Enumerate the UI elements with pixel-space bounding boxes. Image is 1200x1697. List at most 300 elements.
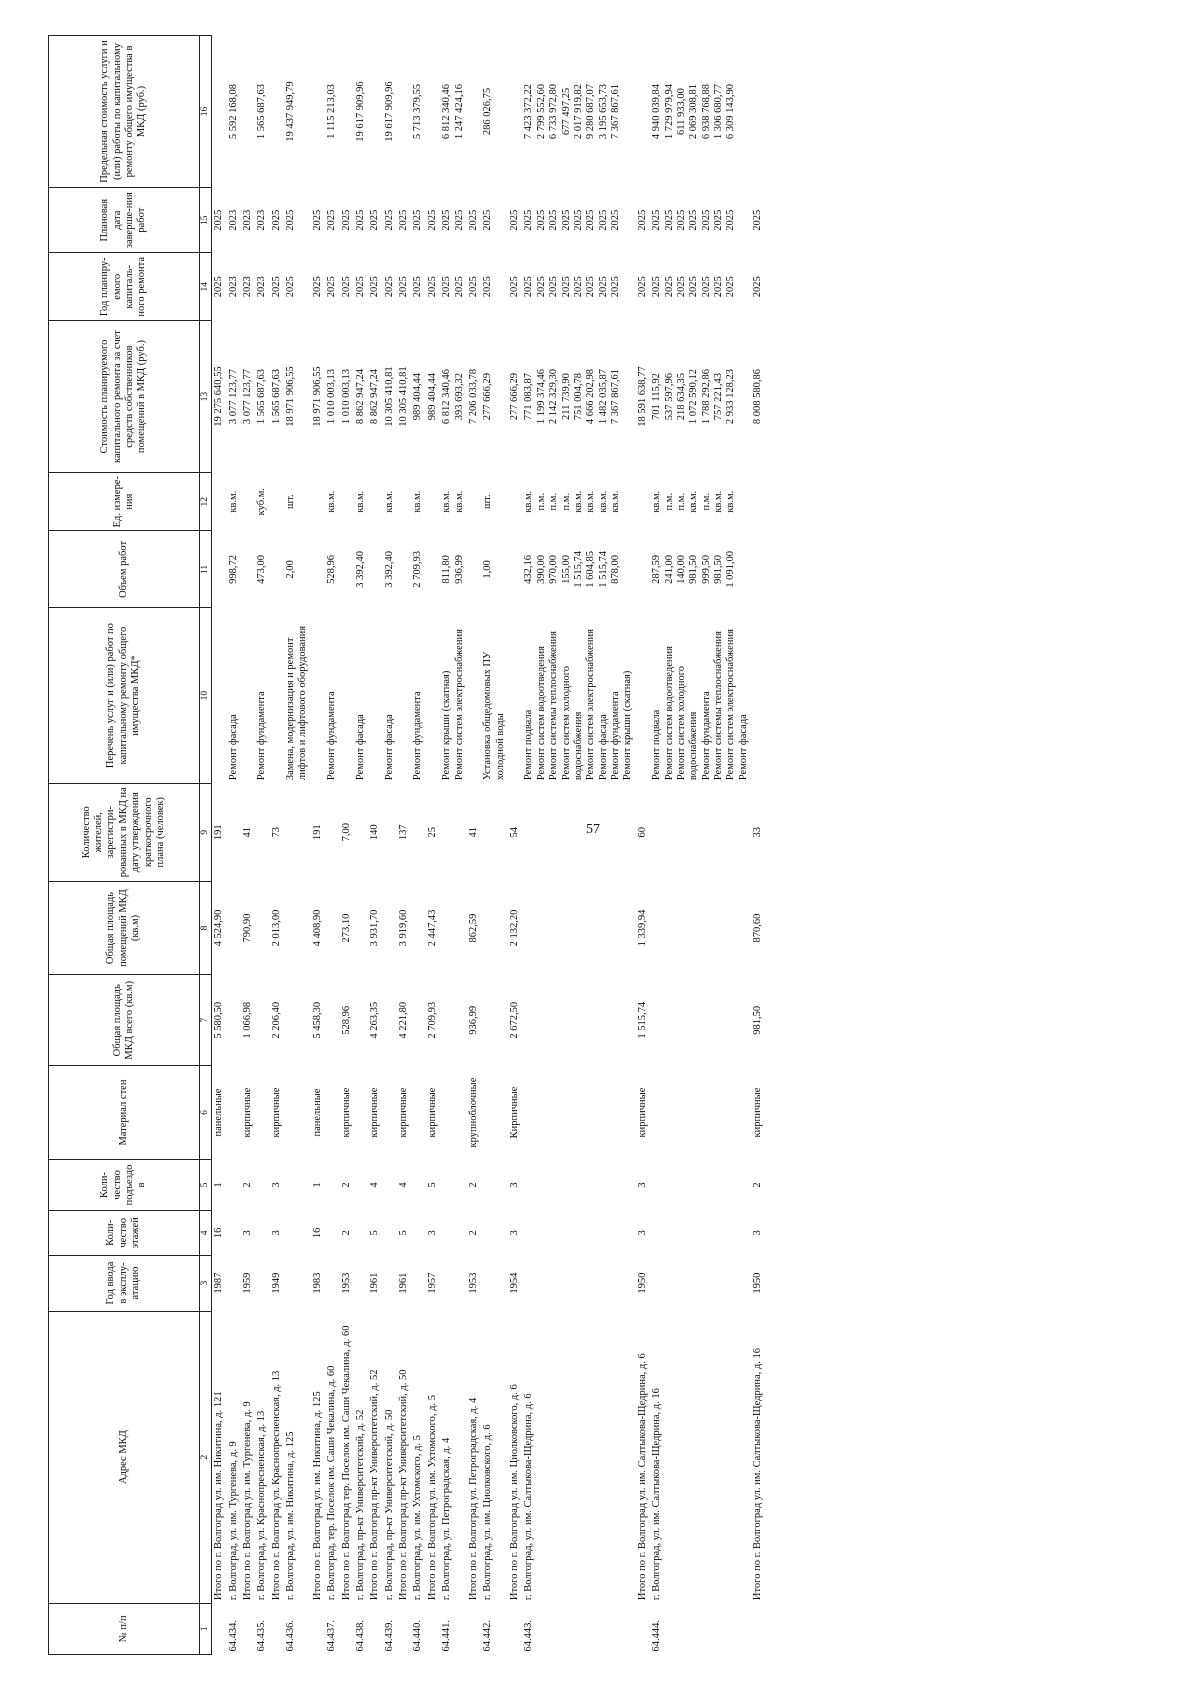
cell-line: 677 497,25	[560, 87, 572, 136]
cell-col-10	[481, 608, 508, 783]
cell-line: 7 423 372,22	[523, 83, 535, 140]
cell-col-3	[522, 1255, 635, 1311]
column-header-2: Адрес МКД	[49, 1311, 200, 1603]
cell-col-5	[284, 1159, 311, 1210]
cell-col-8: 273,10	[340, 913, 352, 943]
cell-line: п.м.	[535, 492, 547, 511]
cell-col-8	[354, 881, 368, 974]
cell-line: 2025	[354, 209, 366, 231]
cell-col-14	[284, 253, 311, 321]
cell-line: Итого по г. Волгоград ул. им. Циолковского, д. 6	[509, 1384, 521, 1601]
cell-col-14	[368, 253, 382, 321]
table-row-object	[650, 36, 751, 1655]
cell-col-9	[383, 783, 397, 881]
cell-col-4: 5	[398, 1230, 410, 1236]
cell-col-16	[383, 36, 397, 188]
cell-col-3: 1953	[467, 1272, 479, 1294]
cell-line: 1 306 680,77	[713, 83, 725, 140]
table-row-object	[284, 36, 311, 1655]
cell-line: 999,50	[700, 554, 712, 584]
cell-col-16	[212, 36, 227, 188]
table-row-object	[383, 36, 397, 1655]
cell-line: 878,00	[610, 554, 622, 584]
column-number-5: 5	[200, 1159, 212, 1210]
cell-line: 2025	[441, 276, 453, 298]
cell-col-16	[354, 36, 368, 188]
cell-col-5	[522, 1159, 635, 1210]
cell-col-8: 2 447,43	[426, 909, 438, 947]
cell-line: Итого по г. Волгоград ул. им. Никитина, д. 121	[213, 1391, 225, 1601]
cell-col-15	[636, 187, 650, 252]
column-header-12: Ед. измере-ния	[49, 472, 200, 530]
cell-col-6	[227, 1066, 241, 1159]
cell-line: 528,96	[326, 554, 338, 584]
cell-col-2	[227, 1311, 241, 1603]
table-row-object	[411, 36, 425, 1655]
column-header-5: Коли-чество подъездо в	[49, 1159, 200, 1210]
cell-col-9	[650, 783, 751, 881]
cell-line: 3 195 653,73	[597, 83, 609, 140]
cell-line: Итого по г. Волгоград ул. Петроградская, д. 4	[467, 1397, 479, 1601]
cell-col-13	[397, 321, 411, 473]
cell-line: Ремонт подвала	[523, 709, 535, 781]
table-row-object	[325, 36, 339, 1655]
cell-col-13	[522, 321, 635, 473]
cell-col-4	[227, 1211, 241, 1255]
cell-line: 211 739,90	[560, 373, 572, 420]
cell-col-11	[270, 531, 284, 608]
cell-col-8: 1 339,94	[636, 909, 648, 947]
column-number-7: 7	[200, 975, 212, 1066]
cell-col-5: 1	[311, 1182, 323, 1188]
table-header	[49, 36, 212, 1655]
cell-col-14	[650, 253, 751, 321]
cell-line: 1 010 003,13	[326, 369, 338, 425]
cell-col-3: 1961	[369, 1272, 381, 1294]
cell-col-16	[325, 36, 339, 188]
cell-col-4: 16	[213, 1227, 225, 1239]
cell-col-5	[227, 1159, 241, 1210]
cell-col-9	[522, 783, 635, 881]
cell-col-9: 41	[241, 826, 253, 838]
cell-col-13	[354, 321, 368, 473]
cell-line: Ремонт фасада	[354, 714, 366, 781]
cell-col-6: панельные	[311, 1088, 323, 1137]
cell-col-2	[440, 1311, 467, 1603]
cell-col-16	[311, 36, 325, 188]
cell-col-15	[508, 187, 522, 252]
cell-col-5: 1	[213, 1182, 225, 1188]
table-row-object	[227, 36, 241, 1655]
cell-col-14	[340, 253, 354, 321]
cell-line: 2 142 329,30	[548, 369, 560, 425]
cell-col-11	[426, 531, 440, 608]
cell-col-12	[751, 472, 765, 530]
cell-col-16	[241, 36, 255, 188]
cell-col-16	[481, 36, 508, 188]
cell-line: Итого по г. Волгоград ул. им. Ухтомского, д. 5	[426, 1395, 438, 1601]
cell-line: кв.м.	[326, 490, 338, 513]
cell-col-6	[481, 1066, 508, 1159]
cell-line: 2025	[675, 209, 687, 231]
cell-line: 2025	[725, 209, 737, 231]
cell-col-11	[397, 531, 411, 608]
cell-line: Ремонт систем холодного водоснабжения	[560, 665, 584, 781]
cell-col-12	[383, 472, 397, 530]
cell-line: 2 017 919,82	[572, 83, 584, 140]
cell-col-1	[368, 1603, 382, 1654]
cell-line: Ремонт крыши (скатная)	[441, 670, 453, 781]
column-header-10: Перечень услуг и (или) работ по капитальному ремонту общего имущества МКД*	[49, 608, 200, 783]
cell-col-2	[636, 1311, 650, 1603]
cell-line: Итого по г. Волгоград пр-кт Университетский, д. 50	[398, 1369, 410, 1601]
cell-col-3: 1983	[311, 1272, 323, 1294]
cell-col-1: 64.436.	[285, 1620, 297, 1652]
cell-col-16	[397, 36, 411, 188]
cell-col-8	[255, 881, 269, 974]
cell-col-11	[522, 531, 635, 608]
table-row-total	[270, 36, 284, 1655]
cell-line: Ремонт систем электроснабжения	[585, 629, 597, 781]
cell-col-1: 64.434.	[227, 1620, 239, 1652]
cell-col-3: 1959	[241, 1272, 253, 1294]
cell-line: 432,16	[523, 554, 535, 584]
cell-line: Ремонт фасада	[383, 714, 395, 781]
cell-col-9: 137	[398, 824, 410, 841]
cell-line: 6 938 768,88	[700, 83, 712, 140]
cell-col-10	[522, 608, 635, 783]
cell-col-10	[354, 608, 368, 783]
cell-line: 2025	[213, 209, 225, 231]
column-number-16: 16	[200, 36, 212, 188]
cell-line: Ремонт фундамента	[412, 691, 424, 781]
cell-line: 2 799 552,60	[535, 83, 547, 140]
cell-col-3	[325, 1255, 339, 1311]
cell-col-16	[440, 36, 467, 188]
cell-col-9: 191	[213, 824, 225, 841]
cell-line: п.м.	[548, 492, 560, 511]
cell-col-1: 64.444.	[651, 1620, 663, 1652]
cell-col-12	[354, 472, 368, 530]
cell-col-11	[227, 531, 241, 608]
cell-col-14	[751, 253, 765, 321]
cell-col-7: 528,96	[340, 1005, 352, 1035]
cell-col-10	[311, 608, 325, 783]
cell-col-4: 2	[340, 1230, 352, 1236]
cell-col-12	[270, 472, 284, 530]
cell-col-2	[411, 1311, 425, 1603]
cell-col-7	[383, 975, 397, 1066]
cell-col-2	[241, 1311, 255, 1603]
cell-col-6	[383, 1066, 397, 1159]
cell-col-10	[270, 608, 284, 783]
cell-col-16	[270, 36, 284, 188]
cell-col-3: 1954	[509, 1272, 521, 1294]
cell-col-4	[440, 1211, 467, 1255]
cell-col-8	[481, 881, 508, 974]
cell-col-14	[325, 253, 339, 321]
cell-col-4	[522, 1211, 635, 1255]
cell-col-16	[284, 36, 311, 188]
cell-col-13	[383, 321, 397, 473]
cell-col-10	[227, 608, 241, 783]
cell-col-5	[325, 1159, 339, 1210]
cell-line: г. Волгоград, ул. им. Салтыкова-Щедрина, д. 6	[523, 1393, 535, 1601]
cell-line: 2025	[597, 209, 609, 231]
cell-line: 2023	[256, 276, 268, 298]
cell-col-2	[340, 1311, 354, 1603]
cell-col-10	[284, 608, 311, 783]
cell-col-10	[508, 608, 522, 783]
cell-line: г. Волгоград, пр-кт Университетский, д. 52	[354, 1409, 366, 1601]
cell-line: 2025	[548, 276, 560, 298]
cell-line: 998,72	[227, 554, 239, 584]
cell-line: 1 565 687,63	[256, 83, 268, 140]
cell-col-4: 3	[509, 1230, 521, 1236]
cell-col-9	[227, 783, 241, 881]
cell-col-4	[481, 1211, 508, 1255]
cell-col-6	[255, 1066, 269, 1159]
cell-col-5: 5	[426, 1182, 438, 1188]
cell-line: кв.м.	[227, 490, 239, 513]
table-row-total	[340, 36, 354, 1655]
cell-line: 4 666 202,98	[585, 369, 597, 425]
cell-col-14	[440, 253, 467, 321]
cell-col-15	[270, 187, 284, 252]
cell-col-1	[467, 1603, 481, 1654]
cell-col-13	[411, 321, 425, 473]
cell-col-5	[481, 1159, 508, 1210]
cell-col-11	[368, 531, 382, 608]
table-row-total	[508, 36, 522, 1655]
cell-col-4: 3	[426, 1230, 438, 1236]
cell-col-6: кирпичные	[270, 1087, 282, 1138]
cell-line: Итого по г. Волгоград ул. Краснопресненская, д. 13	[270, 1370, 282, 1601]
cell-col-8: 862,59	[467, 913, 479, 943]
cell-col-4	[354, 1211, 368, 1255]
cell-line: 5 713 379,55	[412, 83, 424, 140]
cell-line: Ремонт системы теплоснабжения	[548, 631, 560, 781]
cell-col-16	[467, 36, 481, 188]
cell-col-6: панельные	[213, 1088, 225, 1137]
cell-line: 2025	[426, 209, 438, 231]
cell-col-6	[411, 1066, 425, 1159]
header-row	[49, 36, 200, 1655]
cell-col-5: 2	[467, 1182, 479, 1188]
table-row-total	[212, 36, 227, 1655]
cell-col-2	[508, 1311, 522, 1603]
cell-line: 218 634,35	[675, 372, 687, 421]
column-header-14: Год планиру-емого капиталь-ного ремонта	[49, 253, 200, 321]
cell-col-4	[650, 1211, 751, 1255]
cell-col-10	[397, 608, 411, 783]
cell-line: 7 367 867,61	[610, 83, 622, 140]
cell-line: 2025	[270, 209, 282, 231]
column-header-8: Общая площадь помещений МКД (кв.м)	[49, 881, 200, 974]
cell-line: 7 206 033,78	[467, 369, 479, 425]
cell-line: 2025	[213, 276, 225, 298]
cell-col-3: 1950	[636, 1272, 648, 1294]
cell-line: кв.м.	[688, 490, 700, 513]
cell-col-12	[440, 472, 467, 530]
table-row-object	[481, 36, 508, 1655]
cell-col-5	[440, 1159, 467, 1210]
cell-col-7: 2 672,50	[509, 1001, 521, 1039]
cell-col-8	[650, 881, 751, 974]
cell-line: 277 666,29	[509, 372, 521, 421]
cell-line: 140,00	[675, 554, 687, 584]
cell-col-15	[397, 187, 411, 252]
table-row-total	[397, 36, 411, 1655]
cell-col-16	[508, 36, 522, 188]
cell-col-12	[241, 472, 255, 530]
cell-col-16	[426, 36, 440, 188]
cell-line: 2025	[311, 276, 323, 298]
cell-line: Ремонт подвала	[651, 709, 663, 781]
cell-line: 2025	[725, 276, 737, 298]
cell-col-5: 2	[340, 1182, 352, 1188]
cell-line: 2025	[509, 276, 521, 298]
cell-col-11	[354, 531, 368, 608]
cell-line: кв.м.	[453, 490, 465, 513]
cell-line: п.м.	[663, 492, 675, 511]
cell-line: 2025	[713, 209, 725, 231]
cell-line: 3 392,40	[354, 551, 366, 588]
cell-line: 286 026,75	[482, 87, 494, 136]
cell-line: 2025	[651, 209, 663, 231]
cell-line: Ремонт систем электроснабжения	[725, 629, 737, 781]
cell-line: 2025	[412, 276, 424, 298]
cell-line: 2025	[688, 209, 700, 231]
column-header-9: Количество жителей, зарегистри-рованных в МКД на дату утверждения краткосрочного плана (человек)	[49, 783, 200, 881]
cell-col-7: 1 515,74	[636, 1001, 648, 1039]
cell-line: 611 933,00	[675, 88, 687, 135]
table-row-object	[255, 36, 269, 1655]
column-number-12: 12	[200, 472, 212, 530]
cell-col-16	[255, 36, 269, 188]
cell-line: 473,00	[256, 554, 268, 584]
cell-line: 2025	[340, 209, 352, 231]
cell-col-16	[411, 36, 425, 188]
cell-line: кв.м.	[725, 490, 737, 513]
cell-line: Ремонт фасада	[737, 714, 749, 781]
cell-line: п.м.	[560, 492, 572, 511]
cell-col-3: 1949	[270, 1272, 282, 1294]
cell-line: Ремонт фундамента	[700, 691, 712, 781]
cell-line: кв.м.	[523, 490, 535, 513]
cell-line: 287,59	[651, 554, 663, 584]
cell-line: 2025	[663, 209, 675, 231]
cell-line: Ремонт систем водоотведения	[535, 646, 547, 781]
cell-col-6: кирпичные	[241, 1087, 253, 1138]
cell-col-16	[368, 36, 382, 188]
cell-col-11	[467, 531, 481, 608]
cell-col-7	[440, 975, 467, 1066]
cell-line: 2025	[326, 209, 338, 231]
cell-line: 757 221,43	[713, 372, 725, 421]
cell-line: 989 404,44	[426, 372, 438, 421]
repair-plan-table	[48, 35, 766, 1655]
cell-line: Итого по г. Волгоград ул. им. Тургенева, д. 9	[241, 1401, 253, 1601]
cell-col-4: 5	[369, 1230, 381, 1236]
cell-col-9: 140	[369, 824, 381, 841]
cell-line: 1 247 424,16	[453, 83, 465, 140]
cell-col-13	[255, 321, 269, 473]
cell-col-16	[650, 36, 751, 188]
cell-col-15	[467, 187, 481, 252]
cell-col-13	[751, 321, 765, 473]
cell-line: 7 367 867,61	[610, 369, 622, 425]
cell-col-15	[241, 187, 255, 252]
cell-line: 537 597,96	[663, 372, 675, 421]
cell-line: 277 666,29	[482, 372, 494, 421]
cell-line: 2025	[663, 276, 675, 298]
cell-col-13	[340, 321, 354, 473]
column-number-4: 4	[200, 1211, 212, 1255]
cell-line: 2025	[523, 209, 535, 231]
cell-col-7	[227, 975, 241, 1066]
cell-col-13	[368, 321, 382, 473]
cell-col-9: 41	[467, 826, 479, 838]
column-number-6: 6	[200, 1066, 212, 1159]
cell-line: 2025	[610, 209, 622, 231]
cell-line: 2025	[326, 276, 338, 298]
cell-line: 19 437 949,79	[285, 81, 297, 142]
cell-line: 1 729 979,94	[663, 83, 675, 140]
cell-col-5	[383, 1159, 397, 1210]
cell-col-8: 2 013,00	[270, 909, 282, 947]
cell-col-8: 3 919,60	[398, 909, 410, 947]
cell-col-1	[751, 1603, 765, 1654]
cell-line: 9 280 687,07	[585, 83, 597, 140]
column-number-14: 14	[200, 253, 212, 321]
column-number-11: 11	[200, 531, 212, 608]
cell-col-2	[383, 1311, 397, 1603]
cell-line: 2025	[453, 209, 465, 231]
cell-line: г. Волгоград, ул. им. Салтыкова-Щедрина, д. 16	[651, 1388, 663, 1601]
cell-line: кв.м.	[585, 490, 597, 513]
cell-col-3	[284, 1255, 311, 1311]
cell-col-11	[383, 531, 397, 608]
cell-col-3	[481, 1255, 508, 1311]
cell-col-1: 64.440.	[412, 1620, 424, 1652]
cell-col-8: 870,60	[752, 913, 764, 943]
cell-col-13	[241, 321, 255, 473]
cell-col-3	[383, 1255, 397, 1311]
cell-col-13	[227, 321, 241, 473]
cell-line: 18 971 906,55	[311, 366, 323, 427]
cell-line: 2023	[227, 276, 239, 298]
cell-col-11	[325, 531, 339, 608]
cell-col-2	[325, 1311, 339, 1603]
cell-col-10	[751, 608, 765, 783]
column-number-1: 1	[200, 1603, 212, 1654]
table-row-object	[440, 36, 467, 1655]
cell-col-7: 2 206,40	[270, 1001, 282, 1039]
cell-col-15	[212, 187, 227, 252]
cell-col-2	[311, 1311, 325, 1603]
column-number-9: 9	[200, 783, 212, 881]
cell-col-10	[411, 608, 425, 783]
cell-col-15	[650, 187, 751, 252]
cell-line: 2025	[354, 276, 366, 298]
cell-col-6: Кирпичные	[509, 1086, 521, 1139]
cell-line: 19 617 909,96	[354, 81, 366, 142]
cell-col-1: 64.442.	[482, 1620, 494, 1652]
cell-col-9: 33	[752, 826, 764, 838]
cell-col-11	[284, 531, 311, 608]
cell-line: 2025	[340, 276, 352, 298]
